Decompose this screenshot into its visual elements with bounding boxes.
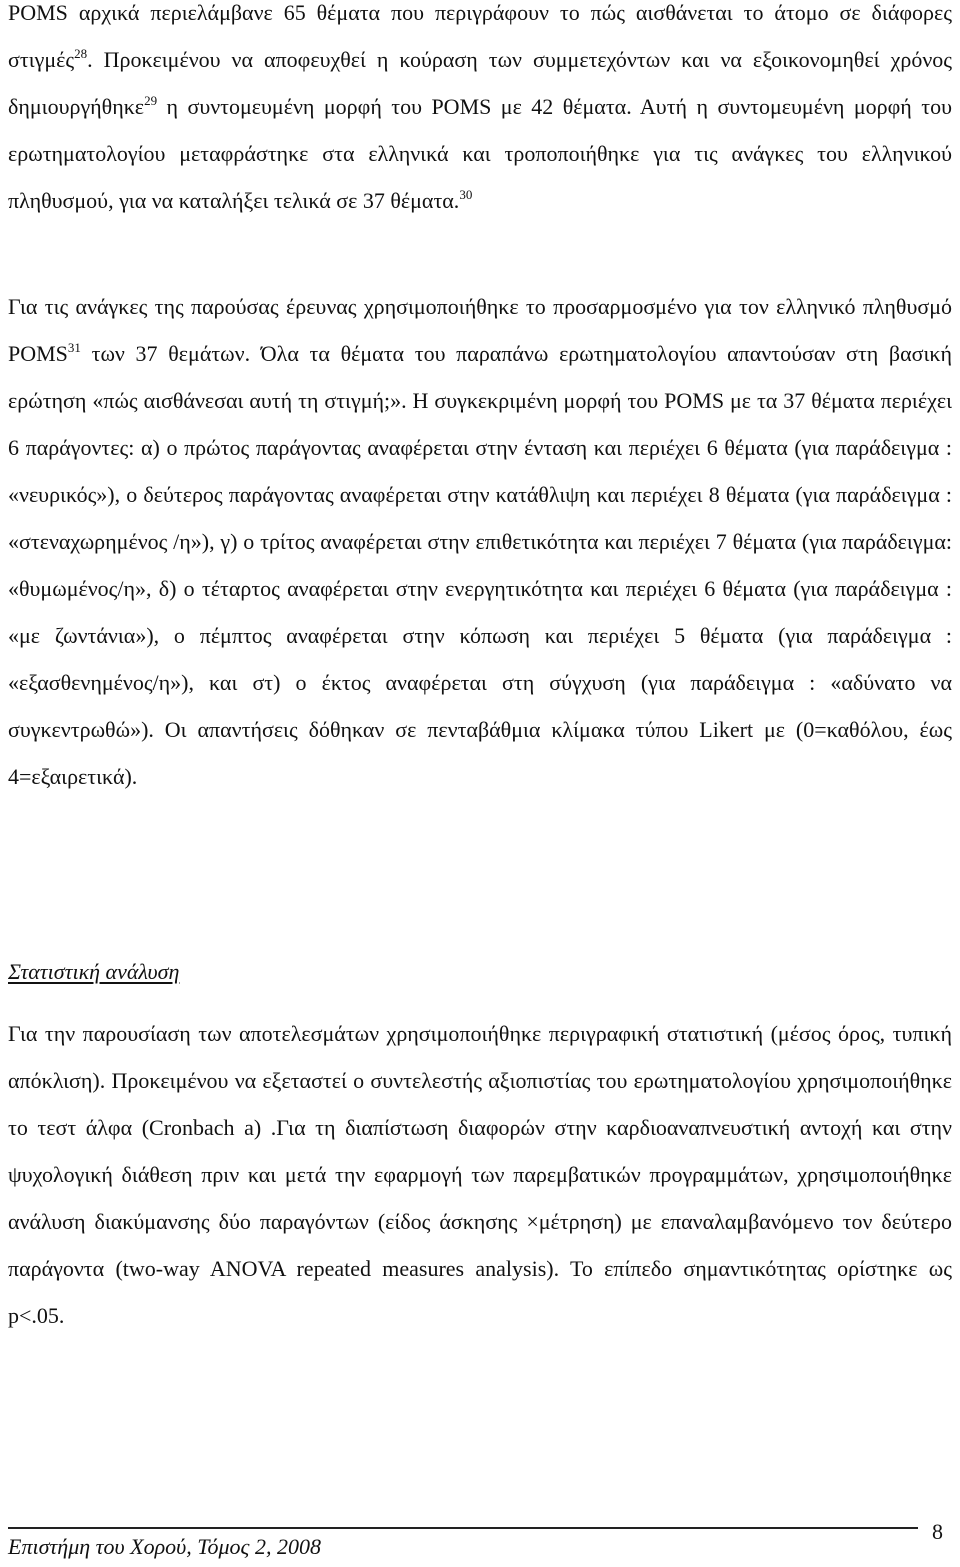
reference-superscript: 30	[459, 187, 473, 202]
reference-superscript: 28	[74, 46, 88, 61]
reference-superscript: 31	[67, 340, 81, 355]
text-segment: η συντομευμένη μορφή του POMS με 42 θέματα. Αυτή η συντομευμένη μορφή του ερωτηματολογίου μεταφράστηκε στα ελληνικά και τροποποιήθηκε για τις ανάγκες του ελληνικού πληθυσμού, για να καταλήξει τελικά σε 37 θέματα.	[8, 94, 952, 213]
section-heading: Στατιστική ανάλυση	[8, 959, 180, 984]
paragraph-poms-factors	[8, 283, 952, 800]
reference-superscript: 29	[144, 93, 158, 108]
text-segment: . Προκειμένου να αποφευχθεί η κούραση των συμμετεχόντων και να εξοικονομηθεί χρόνος δημιουργήθηκε	[8, 47, 952, 119]
page-number: 8	[932, 1519, 943, 1544]
paragraph-poms-intro	[8, 0, 952, 224]
footer-journal-citation: Επιστήμη του Χορού, Τόμος 2, 2008	[8, 1534, 321, 1559]
text-segment: των 37 θεμάτων. Όλα τα θέματα του παραπάνω ερωτηματολογίου απαντούσαν στη βασική ερώτηση «πώς αισθάνεσαι αυτή τη στιγμή;». Η συγκεκριμένη μορφή του POMS με τα 37 θέματα περιέχει 6 παράγοντες: α) ο πρώτος παράγοντας αναφέρεται στην ένταση και περιέχει 6 θέματα (για παράδειγμα : «νευρικός»), ο δεύτερος παράγοντας αναφέρεται στην κατάθλιψη και περιέχει 8 θέματα (για παράδειγμα : «στεναχωρημένος /η»), γ) ο τρίτος αναφέρεται στην επιθετικότητα και περιέχει 7 θέματα (για παράδειγμα: «θυμωμένος/η», δ) ο τέταρτος αναφέρεται στην ενεργητικότητα και περιέχει 6 θέματα (για παράδειγμα : «με ζωντάνια»), ο πέμπτος αναφέρεται στην κόπωση και περιέχει 5 θέματα (για παράδειγμα : «εξασθενημένος/η»), και στ) ο έκτος αναφέρεται στη σύγχυση (για παράδειγμα : «αδύνατο να συγκεντρωθώ»). Οι απαντήσεις δόθηκαν σε πενταβάθμια κλίμακα τύπου Likert με (0=καθόλου, έως 4=εξαιρετικά).	[8, 341, 952, 789]
paragraph-statistical-analysis: Για την παρουσίαση των αποτελεσμάτων χρησιμοποιήθηκε περιγραφική στατιστική (μέσος όρος, τυπική απόκλιση). Προκειμένου να εξεταστεί ο συντελεστής αξιοπιστίας του ερωτηματολογίου χρησιμοποιήθηκε το τεστ άλφα (Cronbach a) .Για τη διαπίστωση διαφορών στην καρδιοαναπνευστική αντοχή και στην ψυχολογική διάθεση πριν και μετά την εφαρμογή των παρεμβατικών προγραμμάτων, χρησιμοποιήθηκε ανάλυση διακύμανσης δύο παραγόντων (είδος άσκησης ×μέτρηση) με επαναλαμβανόμενο τον δεύτερο παράγοντα (two-way ANOVA repeated measures analysis). Το επίπεδο σημαντικότητας ορίστηκε ως p<.05.	[8, 1021, 952, 1328]
text-segment: Για τις ανάγκες της παρούσας έρευνας χρησιμοποιήθηκε το προσαρμοσμένο για τον ελληνικό πληθυσμό POMS	[8, 294, 952, 366]
text-segment: POMS αρχικά περιελάμβανε 65 θέματα που περιγράφουν το πώς αισθάνεται το άτομο σε διάφορες στιγμές	[8, 0, 952, 72]
